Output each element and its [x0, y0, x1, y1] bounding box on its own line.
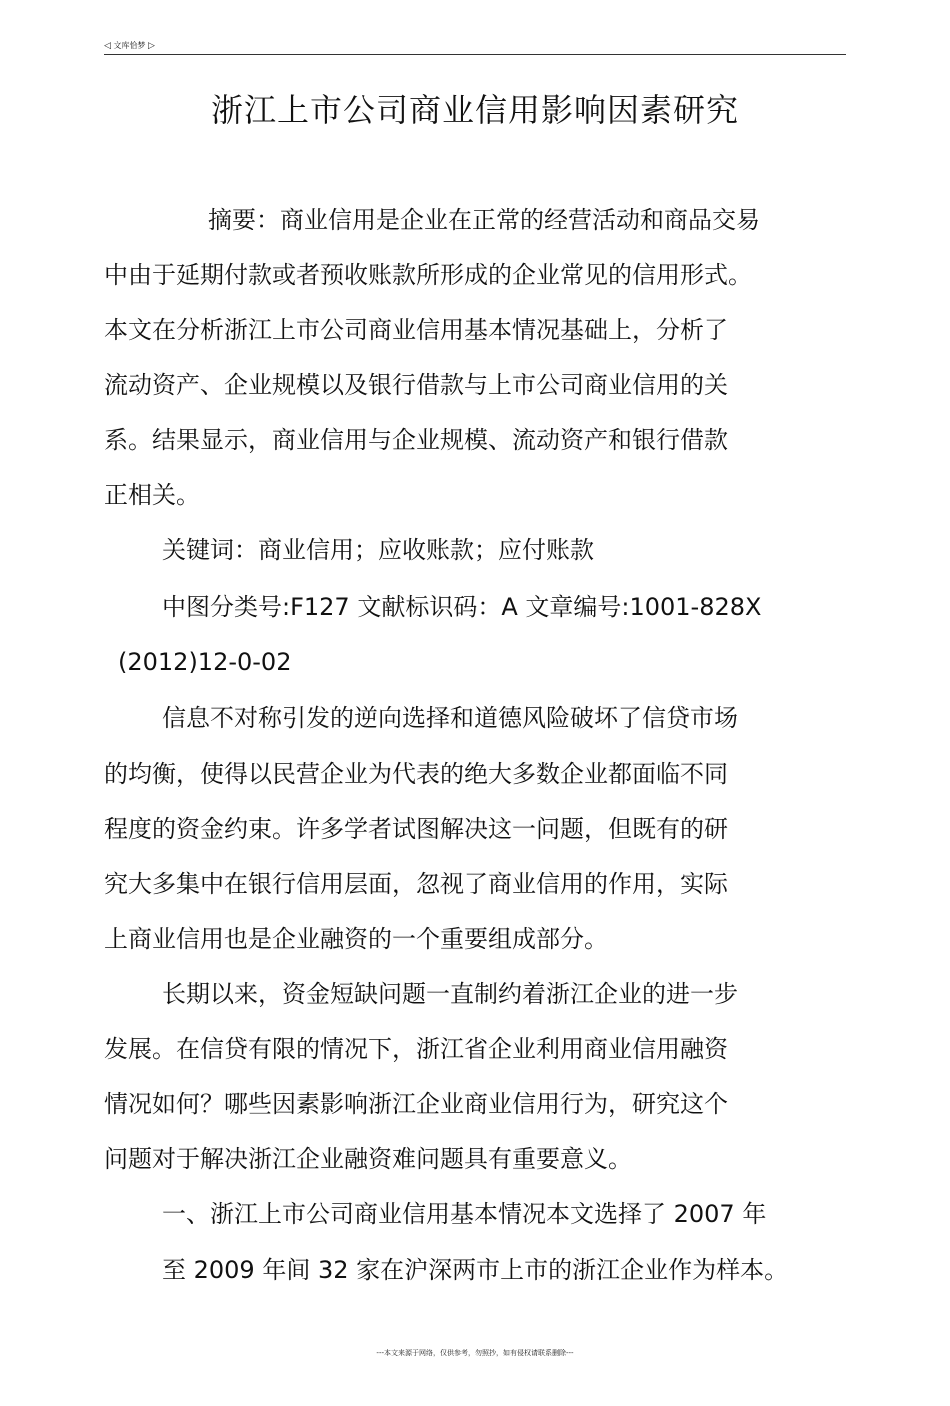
abstract-line: 流动资产、企业规模以及银行借款与上市公司商业信用的关 [104, 371, 728, 399]
header-text: 文库恰梦 [113, 41, 146, 50]
document-title: 浙江上市公司商业信用影响因素研究 [210, 91, 739, 129]
classification-line: 中图分类号:F127 文献标识码：A 文章编号:1001-828X [162, 593, 762, 621]
paragraph-line: 至 2009 年间 32 家在沪深两市上市的浙江企业作为样本。 [162, 1256, 789, 1284]
paragraph-line: 一、浙江上市公司商业信用基本情况本文选择了 2007 年 [162, 1200, 767, 1228]
page-footer: ---本文来源于网络，仅供参考，勿照抄，如有侵权请联系删除--- [376, 1349, 574, 1357]
left-triangle-icon: ◁ [104, 41, 111, 51]
paragraph-line: 上商业信用也是企业融资的一个重要组成部分。 [104, 925, 608, 953]
abstract-line: 本文在分析浙江上市公司商业信用基本情况基础上，分析了 [104, 316, 728, 344]
paragraph-line: 究大多集中在银行信用层面，忽视了商业信用的作用，实际 [104, 870, 728, 898]
paragraph-line: 的均衡，使得以民营企业为代表的绝大多数企业都面临不同 [104, 760, 728, 788]
abstract-line: 中由于延期付款或者预收账款所形成的企业常见的信用形式。 [104, 261, 752, 289]
paragraph-line: 信息不对称引发的逆向选择和道德风险破坏了信贷市场 [162, 704, 738, 732]
right-triangle-icon: ▷ [148, 41, 155, 51]
abstract-line: 正相关。 [104, 481, 200, 509]
keywords: 关键词：商业信用；应收账款；应付账款 [162, 536, 594, 564]
classification-line: (2012)12-0-02 [118, 648, 292, 676]
page-header [104, 40, 846, 55]
paragraph-line: 程度的资金约束。许多学者试图解决这一问题，但既有的研 [104, 815, 728, 843]
paragraph-line: 问题对于解决浙江企业融资难问题具有重要意义。 [104, 1145, 632, 1173]
paragraph-line: 发展。在信贷有限的情况下，浙江省企业利用商业信用融资 [104, 1035, 728, 1063]
abstract-line: 摘要：商业信用是企业在正常的经营活动和商品交易 [208, 206, 760, 234]
paragraph-line: 长期以来，资金短缺问题一直制约着浙江企业的进一步 [162, 980, 738, 1008]
abstract-line: 系。结果显示，商业信用与企业规模、流动资产和银行借款 [104, 426, 728, 454]
paragraph-line: 情况如何？哪些因素影响浙江企业商业信用行为，研究这个 [104, 1090, 728, 1118]
